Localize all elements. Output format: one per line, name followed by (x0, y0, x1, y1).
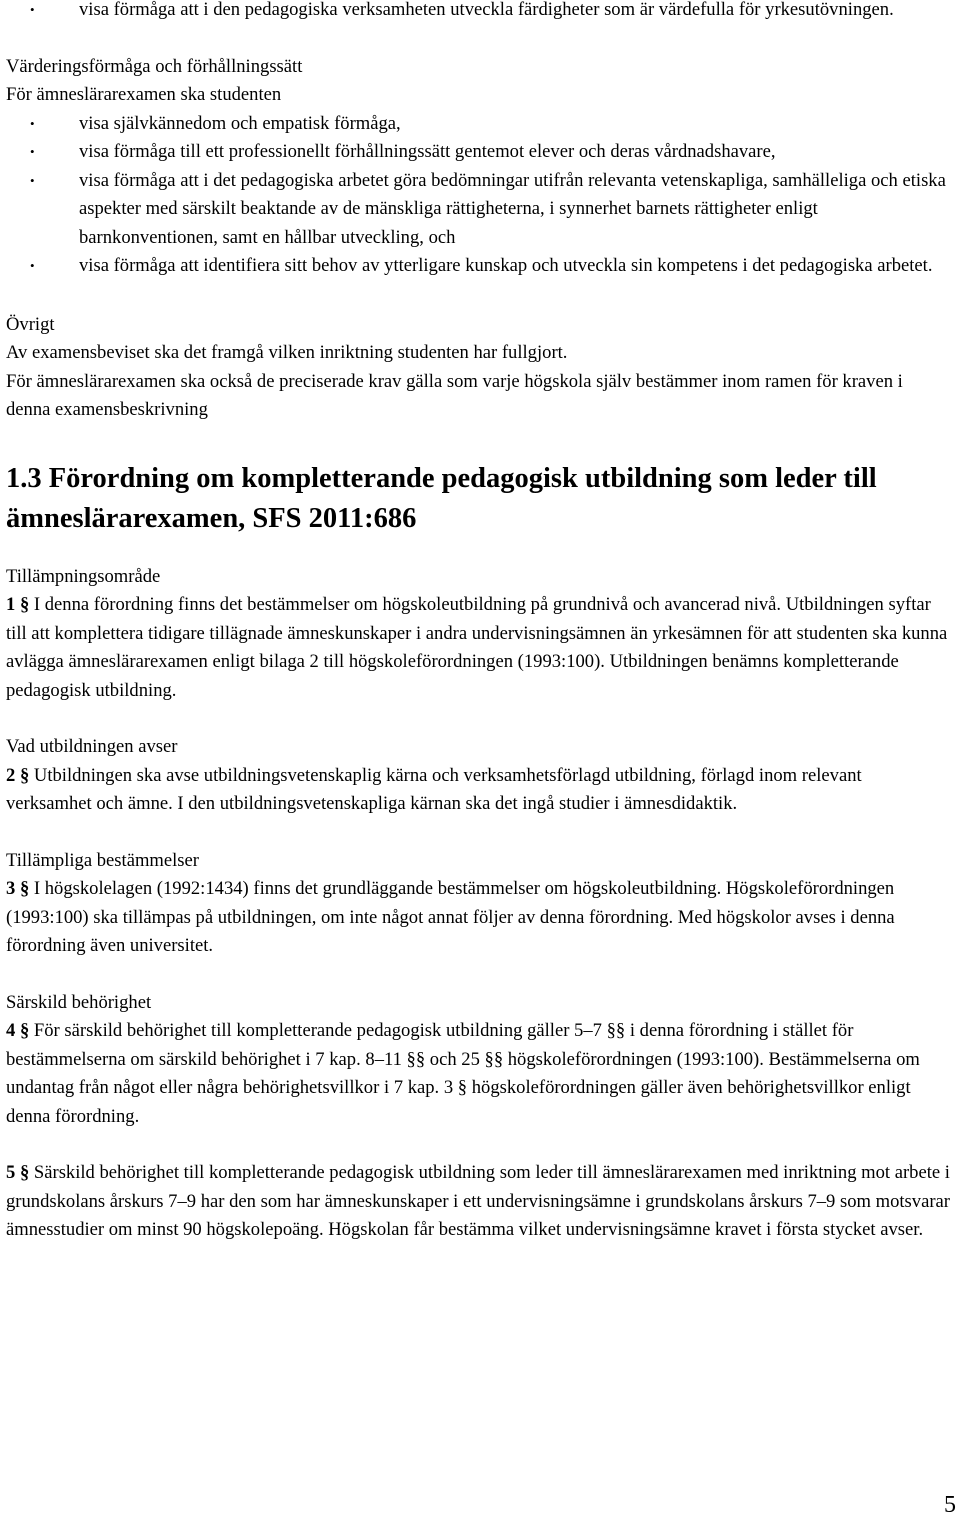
list-item-text: visa förmåga att identifiera sitt behov av ytterligare kunskap och utveckla sin kompetens i det pedagogiska arbetet. (79, 255, 933, 276)
list-item (6, 0, 950, 25)
chapter-title: 1.3 Förordning om kompletterande pedagogisk utbildning som leder till ämneslärarexamen, SFS 2011:686 (6, 462, 877, 534)
section-purpose (6, 733, 950, 819)
paragraph (6, 1017, 950, 1131)
paragraph-text: Särskild behörighet till kompletterande pedagogisk utbildning som leder till ämneslärarexamen med inriktning mot arbete i grundskolans årskurs 7–9 har den som har ämneskunskaper i ett undervisningsämne i grundskolans årskurs 7–9 som motsvarar ämnesstudier om minst 90 högskolepoäng. Högskolan får bestämma vilket undervisningsämne kravet i första stycket avser. (6, 1162, 950, 1240)
paragraph-text: I denna förordning finns det bestämmelser om högskoleutbildning på grundnivå och avancerad nivå. Utbildningen syftar till att komplettera tidigare tillägnade ämneskunskaper i andra undervisningsämnen än yrkesämnen för att studenten ska kunna avlägga ämneslärarexamen enligt bilaga 2 till högskoleförordningen (1993:100). Utbildningen benämns kompletterande pedagogisk utbildning. (6, 594, 948, 701)
section-heading: Värderingsförmåga och förhållningssätt (6, 55, 303, 77)
paragraph-text: För särskild behörighet till kompletterande pedagogisk utbildning gäller 5–7 §§ i denna förordning i stället för bestämmelserna om särskild behörighet i 7 kap. 8–11 §§ och 25 §§ högskoleförordningen (1993:100). Bestämmelserna om undantag från något eller några behörighetsvillkor i 7 kap. 3 § högskoleförordningen gäller även behörighetsvillkor enligt denna förordning. (6, 1020, 920, 1127)
list-item (6, 110, 950, 139)
paragraph (6, 591, 950, 705)
section-heading: Särskild behörighet (6, 991, 152, 1013)
paragraph: För ämneslärarexamen ska också de preciserade krav gälla som varje högskola själv bestämmer inom ramen för kraven i denna examensbeskrivning (6, 370, 903, 420)
section-paragraph-5 (6, 1159, 950, 1245)
paragraph-number: 5 § (6, 1162, 30, 1183)
bullet-icon: • (30, 2, 35, 17)
section-lead: För ämneslärarexamen ska studenten (6, 84, 282, 105)
section-heading: Tillämpningsområde (6, 565, 161, 587)
section-heading: Vad utbildningen avser (6, 736, 178, 757)
section-heading: Övrigt (6, 313, 55, 335)
page-number: 5 (944, 1492, 956, 1518)
list-item-text: visa självkännedom och empatisk förmåga, (79, 112, 401, 134)
list-item (6, 167, 950, 253)
other-section (6, 311, 950, 425)
paragraph-number: 2 § (6, 764, 30, 786)
intro-bullet-list (6, 0, 950, 25)
paragraph-text: I högskolelagen (1992:1434) finns det grundläggande bestämmelser om högskoleutbildning. Högskoleförordningen (1993:100) ska tillämpas på utbildningen, om inte något annat följer av denna förordning. Med högskolor avses i denna förordning även universitet. (6, 878, 895, 956)
paragraph: Av examensbeviset ska det framgå vilken inriktning studenten har fullgjort. (6, 342, 568, 363)
section-applicable-rules (6, 847, 950, 961)
section-heading: Tillämpliga bestämmelser (6, 849, 199, 871)
bullet-icon: • (30, 115, 35, 131)
list-item-text: visa förmåga att i den pedagogiska verksamheten utveckla färdigheter som är värdefulla för yrkesutövningen. (79, 0, 894, 20)
list-item (6, 252, 950, 281)
list-item (6, 138, 950, 167)
paragraph-number: 4 § (6, 1020, 30, 1041)
document-page (6, 0, 950, 1245)
paragraph (6, 762, 950, 819)
values-section (6, 53, 950, 281)
bullet-icon: • (30, 144, 35, 159)
section-scope (6, 563, 950, 706)
paragraph-number: 1 § (6, 594, 30, 615)
bullet-icon: • (30, 258, 35, 273)
section-special-eligibility (6, 989, 950, 1132)
bullet-icon: • (30, 172, 35, 188)
paragraph (6, 1159, 950, 1245)
list-item-text: visa förmåga att i det pedagogiska arbetet göra bedömningar utifrån relevanta vetenskapliga, samhälleliga och etiska aspekter med särskilt beaktande av de mänskliga rättigheterna, i synnerhet barnets rättigheter enligt barnkonventionen, samt en hållbar utveckling, och (79, 169, 946, 248)
paragraph (6, 875, 950, 961)
paragraph-text: Utbildningen ska avse utbildningsvetenskaplig kärna och verksamhetsförlagd utbildning, förlagd inom relevant verksamhet och ämne. I den utbildningsvetenskapliga kärnan ska det ingå studier i ämnesdidaktik. (6, 764, 862, 814)
values-bullet-list (6, 110, 950, 281)
list-item-text: visa förmåga till ett professionellt förhållningssätt gentemot elever och deras vårdnadshavare, (79, 141, 776, 162)
paragraph-number: 3 § (6, 878, 30, 899)
